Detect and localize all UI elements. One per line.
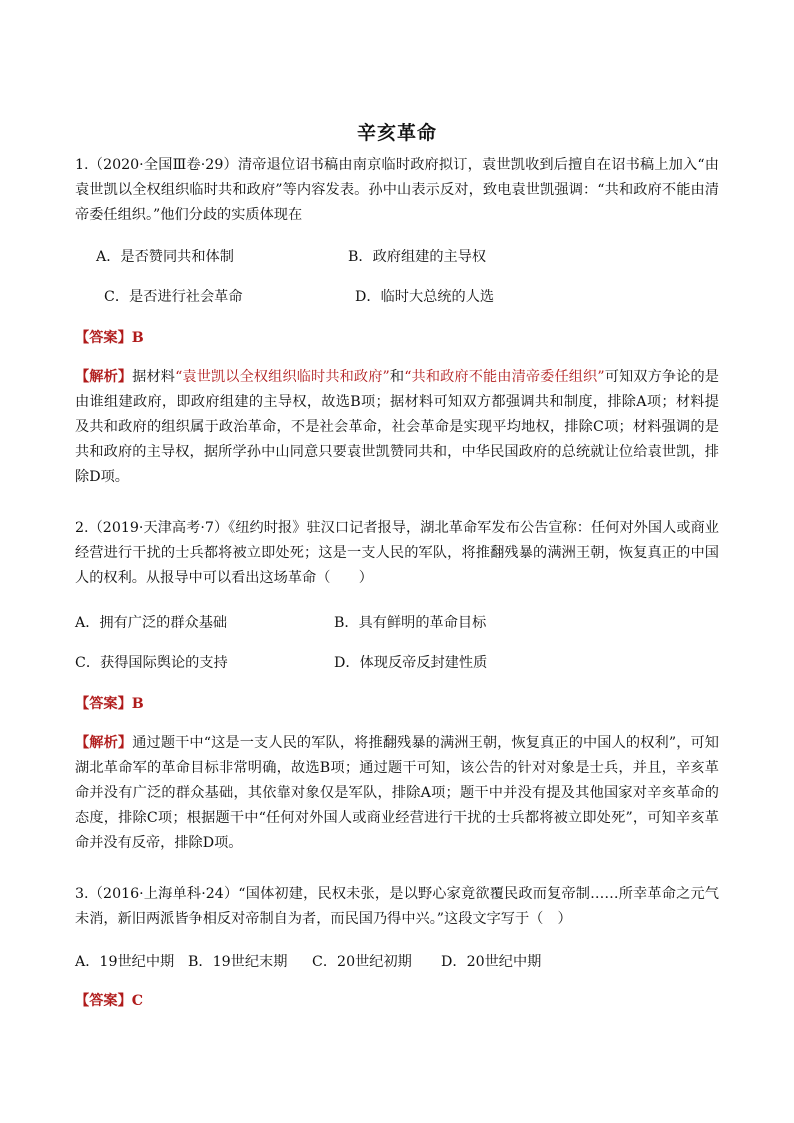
analysis-text: 通过题干中“这是一支人民的军队，将推翻残暴的满洲王朝，恢复真正的中国人的权利”，可知湖北革命军的革命目标非常明确，故选B项；通过题干可知，该公告的针对对象是士兵，并且，辛亥革命并没有广泛的群众基础，其依靠对象仅是军队，排除A项；题干中并没有提及其他国家对辛亥革命的态度，排除C项；根据题干中“任何对外国人或商业经营进行干扰的士兵都将被立即处死”，可知辛亥革命并没有反帝，排除D项。 [75, 735, 719, 851]
analysis-quote: “袁世凯以全权组织临时共和政府” [175, 369, 390, 385]
q1-analysis [75, 365, 719, 490]
q3-option-c: C．20世纪初期 [312, 954, 412, 970]
page-title: 辛亥革命 [356, 122, 437, 144]
analysis-quote: “共和政府不能由清帝委任组织” [404, 369, 605, 385]
question-2-stem: 2.（2019·天津高考·7）《纽约时报》驻汉口记者报导，湖北革命军发布公告宣称：任何对外国人或商业经营进行干扰的士兵都将被立即处死；这是一支人民的军队，将推翻残暴的满洲王朝，恢复真正的中国人的权利。从报导中可以看出这场革命（ ） [75, 520, 719, 586]
q2-option-b: B．具有鲜明的革命目标 [334, 615, 487, 631]
analysis-label: 【解析】 [75, 735, 133, 751]
q2-analysis [75, 731, 719, 856]
q1-option-b: B．政府组建的主导权 [348, 249, 487, 265]
q1-option-a: A．是否赞同共和体制 [96, 249, 234, 265]
analysis-text: 据材料 [132, 369, 176, 385]
answer-label: 【答案】 [75, 330, 132, 346]
q2-answer [75, 693, 144, 715]
q2-option-c: C．获得国际舆论的支持 [75, 655, 228, 671]
question-1-stem: 1.（2020·全国Ⅲ卷·29）清帝退位诏书稿由南京临时政府拟订，袁世凯收到后擅自在诏书稿上加入“由袁世凯以全权组织临时共和政府”等内容发表。孙中山表示反对，致电袁世凯强调：“共和政府不能由清帝委任组织。”他们分歧的实质体现在 [75, 157, 719, 223]
question-3-stem: 3.（2016·上海单科·24）“国体初建，民权未张，是以野心家竟欲覆民政而复帝制……所幸革命之元气未消，新旧两派皆争相反对帝制自为者，而民国乃得中兴。”这段文字写于（ ） [75, 886, 719, 927]
analysis-label: 【解析】 [75, 369, 133, 385]
answer-label: 【答案】 [75, 993, 132, 1009]
answer-label: 【答案】 [75, 696, 132, 712]
q1-option-d: D．临时大总统的人选 [355, 289, 495, 305]
q3-option-a: A．19世纪中期 [75, 954, 175, 970]
q3-option-b: B．19世纪末期 [188, 954, 288, 970]
analysis-text: 可知双方争论的是由谁组建政府，即政府组建的主导权，故选B项；据材料可知双方都强调共和制度，排除A项；材料提及共和政府的组织属于政治革命，不是社会革命，社会革命是实现平均地权，排除C项；材料强调的是共和政府的主导权，据所学孙中山同意只要袁世凯赞同共和，中华民国政府的总统就让位给袁世凯，排除D项。 [75, 369, 719, 485]
q1-option-c: C．是否进行社会革命 [104, 289, 243, 305]
answer-value: B [131, 696, 144, 712]
q2-option-a: A．拥有广泛的群众基础 [75, 615, 228, 631]
q3-answer [75, 990, 143, 1012]
q3-option-d: D．20世纪中期 [441, 954, 542, 970]
q2-option-d: D．体现反帝反封建性质 [334, 655, 488, 671]
answer-value: C [131, 993, 144, 1009]
analysis-text: 和 [389, 369, 405, 385]
q1-answer [75, 327, 144, 349]
answer-value: B [131, 330, 144, 346]
